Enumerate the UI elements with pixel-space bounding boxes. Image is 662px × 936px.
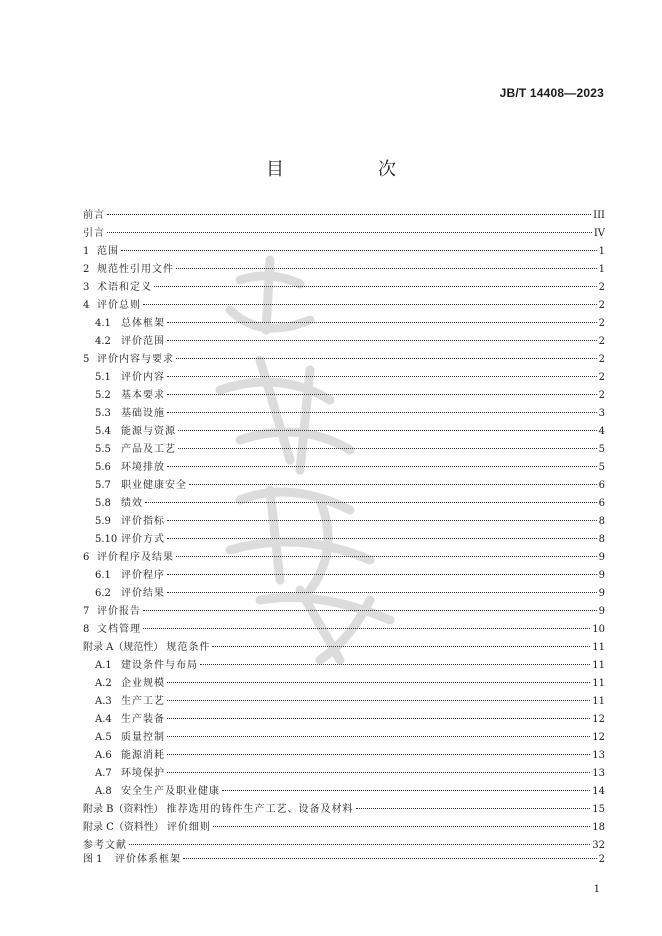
toc-entry-title: 环境保护	[121, 768, 165, 779]
toc-entry[interactable]	[83, 801, 605, 819]
toc-entry-number: 6	[83, 552, 90, 563]
toc-entry-title: 评价程序及结果	[97, 552, 174, 563]
toc-entry-page: 8	[598, 534, 605, 545]
toc-entry-page: IV	[593, 228, 605, 239]
dot-leader	[167, 718, 590, 719]
dot-leader	[107, 214, 591, 215]
standard-code: JB/T 14408—2023	[499, 86, 604, 100]
toc-entry-title: 能源与资源	[121, 426, 176, 437]
toc-entry-page: III	[593, 210, 605, 221]
toc-entry[interactable]	[83, 423, 605, 441]
dot-leader	[167, 340, 597, 341]
toc-entry-number: 5.1	[95, 372, 111, 383]
toc-entry-title: 环境排放	[121, 462, 165, 473]
toc-entry-page: 12	[592, 714, 605, 725]
toc-entry-number: 附录 B（资料性）	[83, 804, 164, 815]
dot-leader	[178, 430, 597, 431]
toc-entry-title: 生产装备	[121, 714, 165, 725]
toc-entry-title: 生产工艺	[121, 696, 165, 707]
toc-entry-title: 绩效	[121, 498, 143, 509]
toc-entry-number: A.7	[95, 768, 112, 779]
toc-entry-page: 9	[598, 570, 605, 581]
toc-entry-page: 15	[592, 804, 605, 815]
dot-leader	[121, 250, 597, 251]
toc-entry-number: 5.6	[95, 462, 111, 473]
figure-entry[interactable]	[83, 851, 605, 869]
toc-entry-title: 总体框架	[121, 318, 165, 329]
toc-entry-number: 1	[83, 246, 90, 257]
toc-entry-title: 评价报告	[97, 606, 141, 617]
toc-entry-number: 5.8	[95, 498, 111, 509]
toc-entry[interactable]	[83, 279, 605, 297]
toc-entry-title: 引言	[83, 228, 105, 239]
toc-entry-title: 评价内容与要求	[97, 354, 174, 365]
toc-entry-page: 14	[592, 786, 605, 797]
toc-entry-number: 5.2	[95, 390, 111, 401]
toc-entry-page: 1	[598, 246, 605, 257]
toc-entry[interactable]	[83, 783, 605, 801]
toc-entry-title: 推荐选用的铸件生产工艺、设备及材料	[166, 804, 354, 815]
dot-leader	[167, 466, 597, 467]
toc-entry-number: 附录 A（规范性）	[83, 642, 164, 653]
toc-entry-number: A.5	[95, 732, 112, 743]
toc-entry-page: 8	[598, 516, 605, 527]
toc-entry-title: 参考文献	[83, 840, 127, 851]
toc-entry[interactable]	[83, 315, 605, 333]
toc-entry-page: 9	[598, 588, 605, 599]
toc-entry[interactable]	[83, 495, 605, 513]
toc-entry-page: 10	[592, 624, 605, 635]
toc-entry-title: 评价方式	[121, 534, 165, 545]
toc-entry-page: 4	[598, 426, 605, 437]
toc-entry-page: 2	[598, 300, 605, 311]
dot-leader	[129, 844, 590, 845]
toc-entry[interactable]	[83, 711, 605, 729]
toc-entry[interactable]	[83, 297, 605, 315]
toc-entry-number: 5.4	[95, 426, 111, 437]
toc-entry-number: A.2	[95, 678, 112, 689]
toc-entry[interactable]	[83, 531, 605, 549]
dot-leader	[167, 700, 590, 701]
toc-entry-page: 5	[598, 462, 605, 473]
toc-entry[interactable]	[83, 477, 605, 495]
toc-entry-page: 2	[598, 354, 605, 365]
dot-leader	[107, 232, 592, 233]
toc-entry-page: 2	[598, 318, 605, 329]
table-of-contents	[83, 207, 605, 855]
toc-entry-number: 5.3	[95, 408, 111, 419]
toc-entry-number: 5	[83, 354, 90, 365]
dot-leader	[167, 394, 597, 395]
toc-entry[interactable]	[83, 585, 605, 603]
toc-entry-page: 9	[598, 606, 605, 617]
toc-entry[interactable]	[83, 243, 605, 261]
toc-entry-number: A.1	[95, 660, 112, 671]
toc-entry-page: 13	[592, 768, 605, 779]
dot-leader	[178, 448, 597, 449]
toc-entry-title: 规范条件	[166, 642, 211, 653]
toc-entry-number: 6.1	[95, 570, 111, 581]
toc-entry-page: 2	[598, 336, 605, 347]
dot-leader	[145, 502, 597, 503]
dot-leader	[200, 664, 590, 665]
dot-leader	[167, 592, 597, 593]
toc-entry[interactable]	[83, 639, 605, 657]
dot-leader	[167, 754, 590, 755]
toc-entry-title: 建设条件与布局	[121, 660, 198, 671]
toc-entry-title: 评价体系框架	[115, 854, 181, 865]
toc-entry[interactable]	[83, 513, 605, 531]
toc-entry-number: 3	[83, 282, 90, 293]
toc-entry-number: A.6	[95, 750, 112, 761]
toc-entry[interactable]	[83, 333, 605, 351]
toc-entry-number: A.3	[95, 696, 112, 707]
toc-entry[interactable]	[83, 729, 605, 747]
toc-entry[interactable]	[83, 387, 605, 405]
toc-entry-number: A.4	[95, 714, 112, 725]
toc-entry-title: 术语和定义	[97, 282, 152, 293]
toc-entry-number: 5.10	[95, 534, 118, 545]
dot-leader	[213, 826, 590, 827]
toc-entry-title: 前言	[83, 210, 105, 221]
dot-leader	[176, 358, 597, 359]
toc-entry[interactable]	[83, 225, 605, 243]
toc-entry-number: A.8	[95, 786, 112, 797]
toc-entry-page: 32	[592, 840, 605, 851]
page-number: 1	[593, 884, 600, 895]
toc-entry-page: 1	[598, 264, 605, 275]
toc-entry-page: 2	[598, 372, 605, 383]
figure-list	[83, 851, 605, 869]
toc-entry-number: 5.9	[95, 516, 111, 527]
toc-entry-title: 基本要求	[121, 390, 165, 401]
toc-entry[interactable]	[83, 675, 605, 693]
toc-entry-page: 11	[592, 660, 605, 671]
toc-entry-page: 6	[598, 480, 605, 491]
toc-entry-title: 职业健康安全	[121, 480, 187, 491]
toc-entry-title: 产品及工艺	[121, 444, 176, 455]
toc-entry-number: 2	[83, 264, 90, 275]
toc-entry-title: 评价指标	[121, 516, 165, 527]
toc-entry-title: 范围	[97, 246, 119, 257]
dot-leader	[176, 268, 597, 269]
dot-leader	[167, 736, 590, 737]
dot-leader	[143, 610, 597, 611]
dot-leader	[167, 520, 597, 521]
toc-entry-page: 18	[592, 822, 605, 833]
dot-leader	[189, 484, 597, 485]
toc-entry[interactable]	[83, 351, 605, 369]
toc-entry-number: 4.1	[95, 318, 111, 329]
toc-entry[interactable]	[83, 693, 605, 711]
dot-leader	[167, 772, 590, 773]
toc-entry-page: 12	[592, 732, 605, 743]
dot-leader	[167, 574, 597, 575]
toc-entry-page: 11	[592, 696, 605, 707]
toc-entry-title: 能源消耗	[121, 750, 165, 761]
toc-entry[interactable]	[83, 207, 605, 225]
toc-entry[interactable]	[83, 441, 605, 459]
toc-entry-title: 安全生产及职业健康	[121, 786, 220, 797]
toc-entry-title: 评价内容	[121, 372, 165, 383]
toc-entry-title: 评价总则	[97, 300, 141, 311]
toc-entry-number: 5.7	[95, 480, 111, 491]
toc-entry[interactable]	[83, 819, 605, 837]
toc-entry-title: 企业规模	[121, 678, 165, 689]
toc-entry-page: 9	[598, 552, 605, 563]
dot-leader	[143, 304, 597, 305]
toc-entry-page: 11	[592, 678, 605, 689]
dot-leader	[167, 376, 597, 377]
toc-entry[interactable]	[83, 621, 605, 639]
toc-entry-page: 6	[598, 498, 605, 509]
toc-entry[interactable]	[83, 369, 605, 387]
dot-leader	[356, 808, 591, 809]
dot-leader	[176, 556, 597, 557]
dot-leader	[143, 628, 590, 629]
dot-leader	[167, 412, 597, 413]
toc-entry[interactable]	[83, 765, 605, 783]
toc-entry-number: 4.2	[95, 336, 111, 347]
toc-entry-title: 文档管理	[97, 624, 141, 635]
dot-leader	[167, 682, 590, 683]
toc-entry-number: 图 1	[83, 854, 103, 865]
toc-entry-title: 评价范围	[121, 336, 165, 347]
toc-entry-number: 附录 C（资料性）	[83, 822, 164, 833]
toc-entry[interactable]	[83, 603, 605, 621]
dot-leader	[167, 322, 597, 323]
toc-entry[interactable]	[83, 747, 605, 765]
toc-entry-page: 2	[598, 282, 605, 293]
toc-entry-page: 2	[598, 854, 605, 865]
toc-entry-title: 基础设施	[121, 408, 165, 419]
toc-entry[interactable]	[83, 405, 605, 423]
dot-leader	[222, 790, 590, 791]
toc-entry-number: 4	[83, 300, 90, 311]
toc-entry-number: 7	[83, 606, 90, 617]
toc-entry-title: 评价程序	[121, 570, 165, 581]
dot-leader	[183, 858, 597, 859]
toc-entry-title: 评价细则	[166, 822, 211, 833]
toc-entry-page: 11	[592, 642, 605, 653]
dot-leader	[212, 646, 590, 647]
toc-entry-title: 质量控制	[121, 732, 165, 743]
toc-entry-title: 评价结果	[121, 588, 165, 599]
toc-entry-title: 规范性引用文件	[97, 264, 174, 275]
toc-entry[interactable]	[83, 549, 605, 567]
toc-entry-number: 5.5	[95, 444, 111, 455]
toc-entry[interactable]	[83, 567, 605, 585]
dot-leader	[154, 286, 597, 287]
toc-entry[interactable]	[83, 459, 605, 477]
toc-entry-page: 5	[598, 444, 605, 455]
toc-entry-page: 13	[592, 750, 605, 761]
toc-entry-number: 8	[83, 624, 90, 635]
toc-entry[interactable]	[83, 261, 605, 279]
page-title: 目 次	[266, 159, 434, 180]
toc-entry[interactable]	[83, 657, 605, 675]
dot-leader	[167, 538, 597, 539]
toc-entry-page: 2	[598, 390, 605, 401]
toc-entry-page: 3	[598, 408, 605, 419]
toc-entry-number: 6.2	[95, 588, 111, 599]
